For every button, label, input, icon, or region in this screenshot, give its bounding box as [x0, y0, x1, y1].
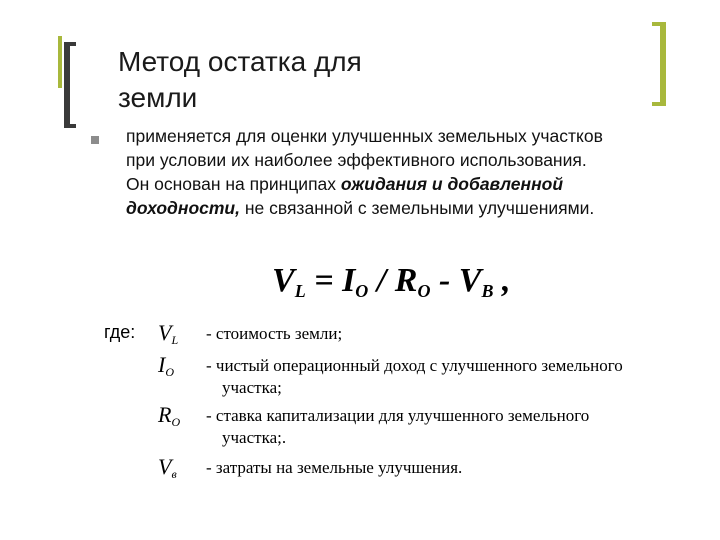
body-line-2: при условии их наиболее эффективного использования. [126, 150, 587, 170]
def-text-continuation: участка; [222, 378, 282, 397]
formula-v: V [272, 262, 295, 299]
formula-r-sub: O [417, 281, 431, 301]
def-symbol-letter: V [158, 454, 172, 479]
body-line-3-emphasis: ожидания и добавленной [340, 174, 564, 194]
def-text-continuation: участка;. [222, 428, 287, 447]
def-symbol-letter: V [158, 320, 172, 345]
formula-eq: = [305, 262, 343, 299]
def-text-main: - затраты на земельные улучшения. [206, 458, 463, 477]
where-label: где: [104, 322, 136, 342]
slide-title [118, 44, 538, 116]
def-symbol-sub: O [165, 365, 174, 379]
def-symbol-ro [158, 402, 180, 430]
formula-i: I [342, 262, 356, 299]
def-symbol-letter: R [158, 402, 172, 427]
formula-r: R [394, 262, 418, 299]
formula-minus: - [430, 262, 459, 299]
formula-vb-sub: B [481, 281, 494, 301]
body-line-4-emphasis: доходности, [126, 198, 240, 218]
def-symbol-sub: O [171, 415, 181, 429]
left-bracket-decoration [64, 42, 76, 128]
formula-vb: V [458, 262, 482, 299]
title-line-2: земли [118, 82, 198, 113]
body-line-3-prefix: Он основан на принципах [126, 174, 341, 194]
def-text-land-value [206, 323, 706, 345]
def-symbol-vl [158, 320, 178, 348]
body-line-1: применяется для оценки улучшенных земельных участков [126, 126, 603, 146]
def-text-main: - чистый операционный доход с улучшенного земельного [206, 356, 623, 375]
formula-end: , [493, 262, 511, 299]
def-text-improvement-costs [206, 457, 706, 479]
def-text-net-income [206, 355, 706, 399]
def-symbol-vb [158, 454, 177, 482]
def-symbol-letter: I [158, 352, 166, 377]
def-text-cap-rate [206, 405, 706, 449]
left-bracket-accent [58, 36, 62, 88]
def-text-main: - ставка капитализации для улучшенного земельного [206, 406, 590, 425]
bullet-icon [91, 136, 99, 144]
formula-div: / [368, 262, 395, 299]
def-symbol-io [158, 352, 174, 380]
formula-i-sub: O [355, 281, 369, 301]
body-line-4-rest: не связанной с земельными улучшениями. [239, 198, 595, 218]
formula-v-sub: L [294, 281, 306, 301]
right-bracket-decoration [652, 22, 666, 106]
def-symbol-sub: L [171, 333, 179, 347]
def-symbol-sub: в [171, 467, 177, 481]
body-paragraph [126, 124, 706, 220]
formula [272, 262, 510, 302]
def-text-main: - стоимость земли; [206, 324, 343, 343]
title-line-1: Метод остатка для [118, 46, 362, 77]
